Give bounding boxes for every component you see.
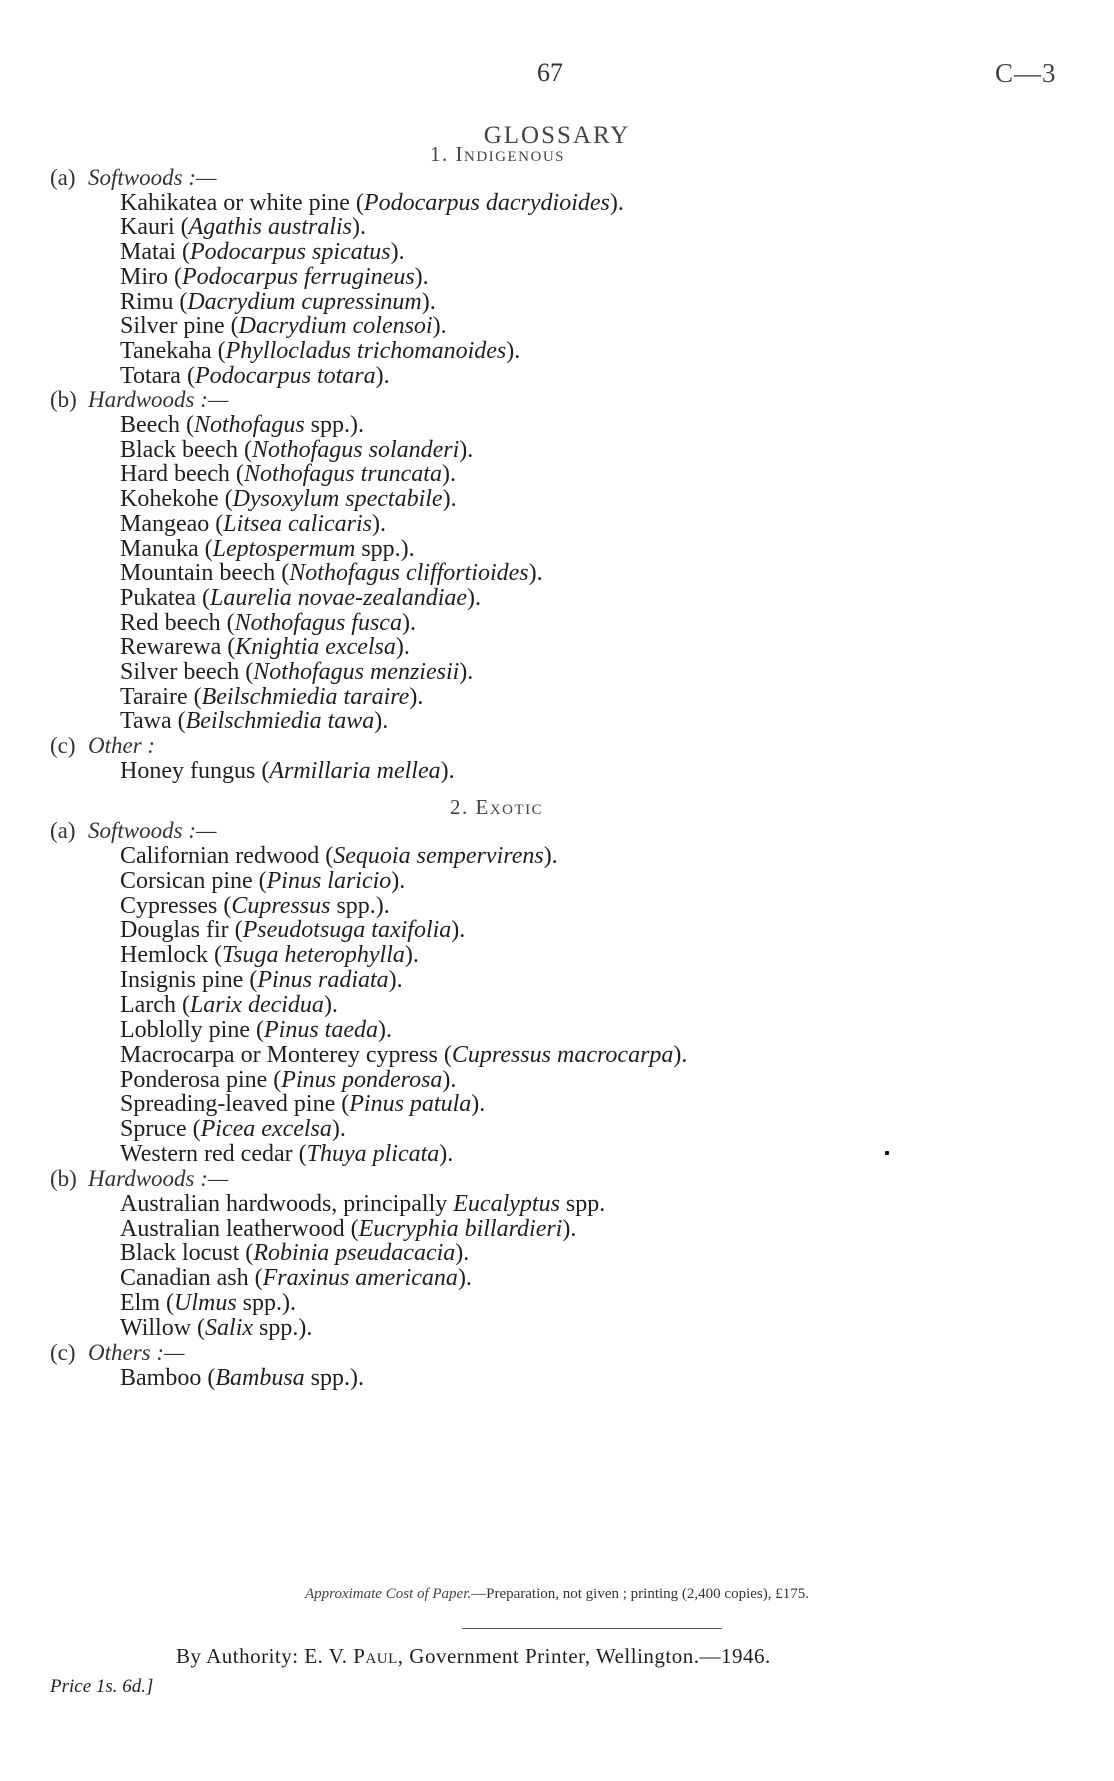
entry-tail: ). (528, 560, 543, 587)
category-letter: (a) (50, 818, 76, 843)
entry-tail: ). (401, 609, 416, 636)
common-name: Totara ( (120, 362, 195, 389)
entry-tail: ). (455, 1240, 470, 1267)
entry-tail: spp.). (355, 535, 415, 562)
common-name: Tanekaha ( (120, 337, 226, 364)
glossary-entry (120, 1191, 605, 1218)
category-name: Hardwoods :— (88, 387, 229, 413)
glossary-entry (120, 893, 390, 920)
glossary-entry (120, 1365, 364, 1392)
entry-tail: spp.). (330, 892, 390, 919)
glossary-entry (120, 560, 543, 587)
category-name: Softwoods :— (88, 818, 217, 843)
scientific-name: Agathis australis (188, 214, 352, 241)
common-name: Mangeao ( (120, 510, 224, 537)
scientific-name: Armillaria mellea (269, 757, 441, 784)
common-name: Beech ( (120, 412, 194, 438)
scientific-name: Larix decidua (189, 991, 324, 1018)
glossary-entry (120, 363, 390, 390)
common-name: Pukatea ( (120, 584, 210, 611)
category-name: Other : (88, 733, 156, 759)
glossary-entry (120, 412, 364, 439)
glossary-entry (120, 1141, 453, 1168)
common-name: Insignis pine ( (120, 967, 258, 994)
page-title: GLOSSARY (483, 122, 631, 149)
common-name: Loblolly pine ( (120, 1016, 264, 1043)
entry-tail: ). (441, 461, 456, 488)
entry-tail: ). (371, 510, 386, 537)
common-name: Kauri ( (120, 214, 189, 241)
category-label (50, 387, 77, 413)
price-note: Price 1s. 6d.] (50, 1676, 154, 1697)
common-name: Black beech ( (120, 436, 252, 463)
scientific-name: Tsuga heterophylla (221, 942, 405, 969)
entry-tail: ). (457, 1265, 472, 1292)
scientific-name: Picea excelsa (200, 1116, 332, 1143)
category-letter: (b) (50, 1165, 77, 1191)
entry-tail: spp.). (304, 412, 364, 438)
category-letter: (b) (50, 387, 77, 413)
glossary-entry (120, 942, 419, 969)
entry-tail: ). (414, 263, 429, 290)
common-name: Kahikatea or white pine ( (120, 189, 364, 216)
glossary-entry (120, 1216, 576, 1243)
common-name: Miro ( (120, 263, 182, 290)
scientific-name: Fraxinus americana (262, 1265, 458, 1292)
glossary-entry (120, 992, 338, 1019)
common-name: Bamboo ( (120, 1364, 216, 1391)
section-heading (450, 795, 543, 820)
page-number: 67 (537, 58, 563, 87)
entry-tail: ). (390, 239, 405, 266)
glossary-entry (120, 511, 386, 538)
common-name: Matai ( (120, 239, 190, 266)
scientific-name: Ulmus (174, 1290, 237, 1317)
printer-name: E. V. Paul (304, 1644, 398, 1668)
scientific-name: Dacrydium cupressinum (187, 288, 422, 315)
scientific-name: Thuya plicata (306, 1141, 440, 1168)
common-name: Australian hardwoods, principally (120, 1190, 454, 1217)
common-name: Taraire ( (120, 683, 202, 710)
scientific-name: Podocarpus totara (194, 362, 376, 389)
common-name: Kohekohe ( (120, 486, 233, 513)
entry-tail: spp.). (253, 1315, 313, 1341)
scientific-name: Nothofagus solanderi (251, 436, 460, 463)
glossary-entry (120, 843, 558, 870)
category-letter: (c) (50, 1339, 76, 1365)
scientific-name: Pinus patula (349, 1091, 472, 1118)
common-name: Elm ( (120, 1290, 174, 1317)
entry-tail: ). (323, 991, 338, 1018)
common-name: Corsican pine ( (120, 867, 267, 894)
section-number: 2. (450, 795, 469, 819)
document-code: C—3 (995, 58, 1057, 88)
printer-suffix: , Government Printer, Wellington.—1946. (397, 1644, 771, 1668)
scientific-name: Podocarpus ferrugineus (182, 263, 415, 290)
cost-label: Approximate Cost of Paper. (305, 1586, 472, 1602)
scientific-name: Podocarpus dacrydioides (363, 189, 610, 216)
category-letter: (c) (50, 733, 76, 759)
common-name: Ponderosa pine ( (120, 1066, 282, 1093)
glossary-entry (120, 264, 429, 291)
common-name: Larch ( (120, 991, 190, 1018)
entry-tail: spp.). (236, 1290, 297, 1317)
category-letter: (a) (50, 165, 76, 190)
scientific-name: Bambusa (215, 1364, 305, 1391)
glossary-entry (120, 659, 473, 686)
entry-tail: ). (442, 1066, 457, 1093)
scientific-name: Nothofagus cliffortioides (289, 560, 529, 587)
scientific-name: Knightia excelsa (235, 634, 396, 661)
scientific-name: Nothofagus fusca (234, 609, 402, 636)
glossary-entry (120, 214, 366, 241)
glossary-entry (120, 289, 436, 316)
glossary-entry (120, 917, 465, 944)
entry-tail: spp. (559, 1190, 606, 1217)
category-label (50, 818, 76, 844)
common-name: Black locust ( (120, 1240, 254, 1267)
glossary-entry (120, 313, 447, 340)
glossary-entry (120, 758, 455, 785)
scientific-name: Nothofagus truncata (243, 461, 442, 488)
category-label (50, 1340, 76, 1366)
scientific-name: Cupressus macrocarpa (451, 1041, 674, 1068)
authority-prefix: By Authority: (176, 1644, 305, 1668)
glossary-entry (120, 1067, 456, 1094)
common-name: Hard beech ( (120, 461, 244, 488)
glossary-entry (120, 1290, 296, 1317)
cost-note (0, 1586, 1114, 1603)
section-heading-text: Exotic (475, 795, 544, 819)
glossary-entry (120, 239, 405, 266)
common-name: Hemlock ( (120, 942, 222, 969)
scientific-name: Pinus taeda (263, 1016, 378, 1043)
entry-tail: ). (459, 436, 474, 463)
entry-tail: ). (439, 1141, 454, 1168)
category-label (50, 165, 76, 191)
scientific-name: Pinus laricio (266, 867, 392, 894)
common-name: Manuka ( (120, 535, 213, 562)
common-name: Californian redwood ( (120, 842, 334, 869)
glossary-entry (120, 585, 481, 612)
common-name: Rimu ( (120, 288, 188, 315)
common-name: Red beech ( (120, 609, 235, 636)
footer-rule (462, 1628, 722, 1629)
scientific-name: Dysoxylum spectabile (232, 486, 443, 513)
entry-tail: ). (377, 1016, 392, 1043)
entry-tail: ). (395, 634, 410, 661)
entry-tail: ). (609, 189, 624, 216)
scientific-name: Phyllocladus trichomanoides (225, 337, 507, 364)
entry-tail: ). (352, 214, 366, 241)
glossary-entry (120, 190, 624, 217)
glossary-entry (120, 634, 410, 661)
glossary-entry (120, 1017, 392, 1044)
section-heading-text: Indigenous (455, 142, 565, 166)
scientific-name: Podocarpus spicatus (189, 239, 391, 266)
scientific-name: Pinus ponderosa (281, 1066, 443, 1093)
entry-tail: ). (409, 683, 424, 710)
category-name: Softwoods :— (88, 165, 217, 190)
glossary-entry (120, 1315, 312, 1342)
entry-tail: ). (543, 842, 558, 869)
common-name: Tawa ( (120, 708, 186, 735)
glossary-entry (120, 1042, 687, 1069)
glossary-entry (120, 610, 416, 637)
glossary-entry (120, 338, 520, 365)
entry-tail: ). (451, 917, 466, 944)
common-name: Honey fungus ( (120, 757, 270, 784)
scientific-name: Pinus radiata (257, 967, 389, 994)
scientific-name: Eucryphia billardieri (358, 1215, 563, 1242)
glossary-entry (120, 1091, 485, 1118)
glossary-entry (120, 967, 403, 994)
entry-tail: ). (375, 362, 390, 389)
glossary-entry (120, 1116, 346, 1143)
glossary-entry (120, 1240, 469, 1267)
scientific-name: Dacrydium colensoi (238, 313, 433, 340)
scientific-name: Beilschmiedia tawa (185, 708, 375, 735)
common-name: Willow ( (120, 1315, 206, 1341)
entry-tail: ). (471, 1091, 486, 1118)
section-heading (430, 142, 565, 167)
entry-tail: ). (391, 867, 406, 894)
common-name: Mountain beech ( (120, 560, 290, 587)
common-name: Cypresses ( (120, 892, 232, 919)
scientific-name: Salix (205, 1315, 254, 1341)
common-name: Western red cedar ( (120, 1141, 307, 1168)
entry-tail: ). (562, 1215, 577, 1242)
common-name: Spreading-leaved pine ( (120, 1091, 350, 1118)
entry-tail: ). (459, 659, 474, 685)
glossary-entry (120, 536, 415, 563)
scientific-name: Sequoia sempervirens (333, 842, 544, 869)
scientific-name: Nothofagus menziesii (253, 659, 460, 685)
scientific-name: Pseudotsuga taxifolia (242, 917, 452, 944)
entry-tail: ). (506, 337, 521, 364)
common-name: Douglas fir ( (120, 917, 243, 944)
entry-tail: ). (673, 1041, 688, 1068)
entry-tail: spp.). (304, 1364, 365, 1391)
scientific-name: Robinia pseudacacia (253, 1240, 456, 1267)
common-name: Australian leatherwood ( (120, 1215, 359, 1242)
entry-tail: ). (421, 288, 436, 315)
glossary-entry (120, 708, 388, 735)
category-name: Others :— (88, 1339, 185, 1365)
glossary-entry (120, 437, 473, 464)
entry-tail: ). (467, 584, 482, 611)
glossary-entry (120, 1265, 472, 1292)
scientific-name: Eucalyptus (453, 1190, 560, 1217)
entry-tail: ). (442, 486, 457, 513)
entry-tail: ). (331, 1116, 346, 1143)
entry-tail: ). (432, 313, 447, 340)
common-name: Spruce ( (120, 1116, 201, 1143)
common-name: Macrocarpa or Monterey cypress ( (120, 1041, 452, 1068)
scientific-name: Cupressus (231, 892, 331, 919)
section-number: 1. (430, 142, 449, 166)
entry-tail: ). (374, 708, 389, 735)
entry-tail: ). (440, 757, 455, 784)
entry-tail: ). (404, 942, 419, 969)
category-name: Hardwoods :— (88, 1165, 229, 1191)
common-name: Silver beech ( (120, 659, 254, 685)
scientific-name: Beilschmiedia taraire (201, 683, 410, 710)
category-label (50, 1166, 77, 1192)
common-name: Canadian ash ( (120, 1265, 263, 1292)
category-label (50, 733, 76, 759)
scientific-name: Litsea calicaris (223, 510, 372, 537)
glossary-entry (120, 684, 423, 711)
ink-speck (885, 1151, 889, 1155)
scientific-name: Nothofagus (193, 412, 305, 438)
glossary-entry (120, 486, 457, 513)
common-name: Rewarewa ( (120, 634, 236, 661)
cost-text: —Preparation, not given ; printing (2,400 copies), £175. (471, 1586, 809, 1602)
common-name: Silver pine ( (120, 313, 239, 340)
glossary-entry (120, 461, 456, 488)
scientific-name: Leptospermum (212, 535, 356, 562)
scientific-name: Laurelia novae-zealandiae (209, 584, 468, 611)
entry-tail: ). (388, 967, 403, 994)
glossary-entry (120, 868, 405, 895)
printer-imprint (176, 1644, 771, 1669)
